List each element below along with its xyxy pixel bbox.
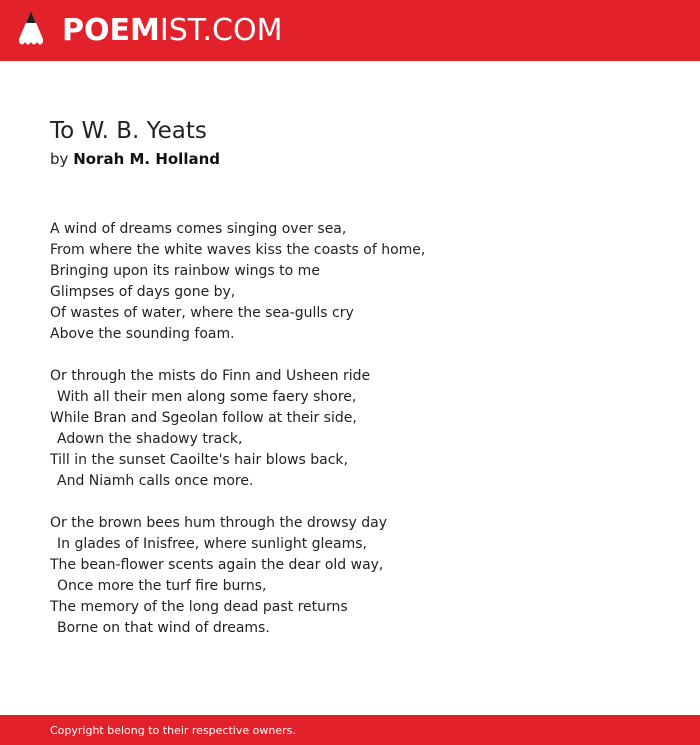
site-footer	[0, 715, 700, 745]
poem-title: To W. B. Yeats	[50, 118, 207, 144]
author-name[interactable]: Norah M. Holland	[73, 150, 220, 168]
poem-line: Of wastes of water, where the sea-gulls cry	[50, 305, 354, 321]
poem-line: Or the brown bees hum through the drowsy day	[50, 515, 388, 531]
poem-line: And Niamh calls once more.	[57, 473, 254, 489]
site-logo[interactable]	[62, 12, 282, 50]
copyright-text: Copyright belong to their respective owners.	[50, 724, 296, 737]
poem-line: With all their men along some faery shore,	[57, 389, 357, 405]
poem-line: The memory of the long dead past returns	[50, 599, 348, 615]
poem-line: While Bran and Sgeolan follow at their side,	[50, 410, 357, 426]
poem-line: Borne on that wind of dreams.	[57, 620, 270, 636]
poem-line: A wind of dreams comes singing over sea,	[50, 221, 347, 237]
poem-line: Once more the turf fire burns,	[57, 578, 267, 594]
pencil-tip-icon[interactable]	[19, 11, 43, 51]
poem-line: Adown the shadowy track,	[57, 431, 243, 447]
poem-line: Bringing upon its rainbow wings to me	[50, 263, 320, 279]
poem-line: In glades of Inisfree, where sunlight gleams,	[57, 536, 368, 552]
brand-bold: POEM	[62, 13, 160, 48]
poem-line: Or through the mists do Finn and Usheen ride	[50, 368, 371, 384]
poem-line: The bean-flower scents again the dear old way,	[50, 557, 384, 573]
poem-line: Above the sounding foam.	[50, 326, 235, 342]
by-label: by	[50, 150, 69, 168]
stanza	[50, 219, 650, 345]
stanza	[50, 513, 650, 639]
poem-line: Till in the sunset Caoilte's hair blows back,	[50, 452, 348, 468]
poem-line: Glimpses of days gone by,	[50, 284, 236, 300]
stanza	[50, 366, 650, 492]
site-header	[0, 0, 700, 61]
brand-light: IST.COM	[159, 13, 283, 48]
byline	[50, 149, 220, 169]
poem-body	[50, 219, 650, 660]
poem-line: From where the white waves kiss the coasts of home,	[50, 242, 426, 258]
